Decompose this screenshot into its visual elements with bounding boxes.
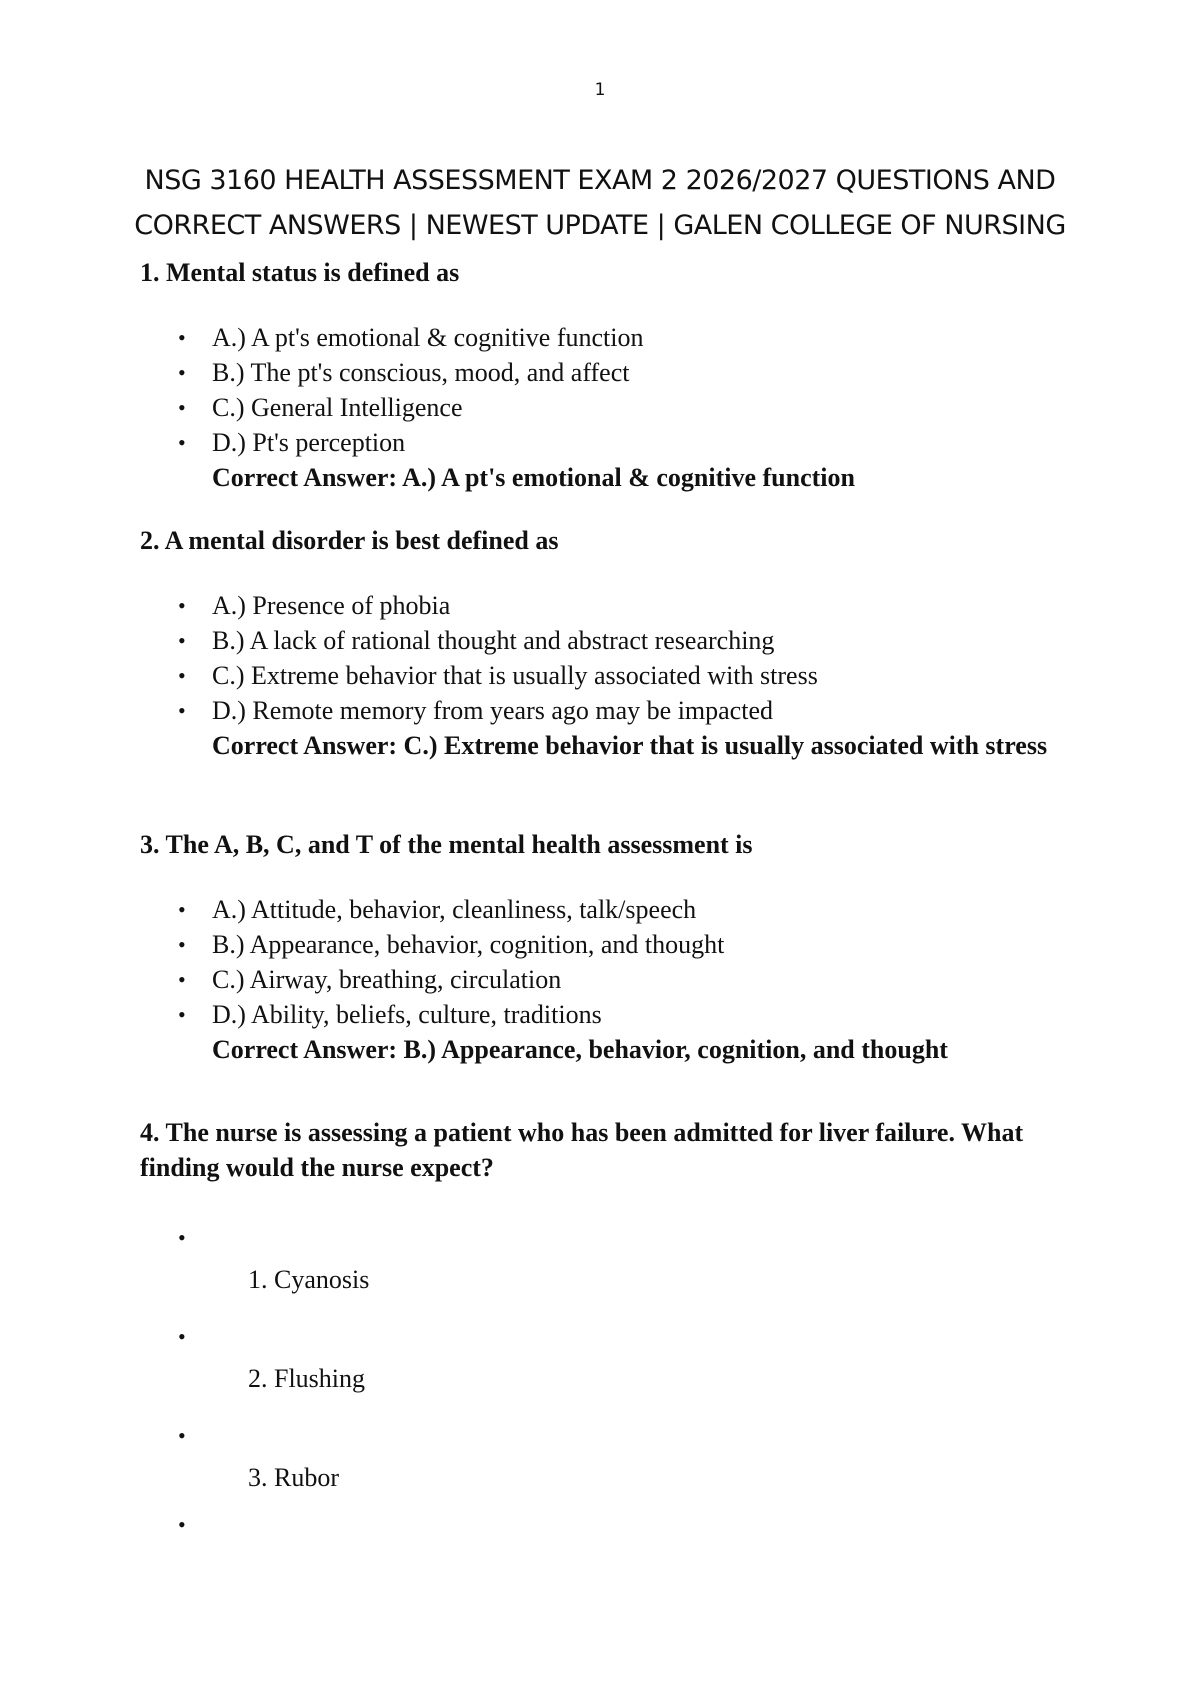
correct-answer: Correct Answer: B.) Appearance, behavior, cognition, and thought <box>212 1035 948 1064</box>
question-block-2 <box>140 523 1060 763</box>
options-list <box>140 588 1060 728</box>
option-text: • 2. Flushing <box>248 1364 366 1393</box>
document-title-line-2: CORRECT ANSWERS | NEWEST UPDATE | GALEN COLLEGE OF NURSING <box>134 210 1066 241</box>
options-list <box>140 892 1060 1032</box>
option-text: • 1. Cyanosis <box>248 1265 370 1294</box>
list-item <box>140 1413 1060 1512</box>
question-text: 2. A mental disorder is best defined as <box>140 526 559 555</box>
option-d: • D.) Pt's perception <box>140 425 1060 460</box>
question-block-3 <box>140 827 1060 1067</box>
list-item <box>140 1215 1060 1314</box>
options-list <box>140 320 1060 460</box>
empty-list-bullet <box>140 1512 1060 1552</box>
document-title-line-1: NSG 3160 HEALTH ASSESSMENT EXAM 2 2026/2027 QUESTIONS AND <box>144 165 1056 196</box>
option-c: • C.) General Intelligence <box>140 390 1060 425</box>
correct-answer: Correct Answer: C.) Extreme behavior that is usually associated with stress <box>212 731 1048 760</box>
option-b: • B.) Appearance, behavior, cognition, and thought <box>140 927 1060 962</box>
option-a: • A.) Attitude, behavior, cleanliness, talk/speech <box>140 892 1060 927</box>
option-a: • A.) Presence of phobia <box>140 588 1060 623</box>
option-c: • C.) Airway, breathing, circulation <box>140 962 1060 997</box>
option-d: • D.) Ability, beliefs, culture, traditions <box>140 997 1060 1032</box>
list-item <box>140 1314 1060 1413</box>
option-c: • C.) Extreme behavior that is usually associated with stress <box>140 658 1060 693</box>
option-d: • D.) Remote memory from years ago may be impacted <box>140 693 1060 728</box>
option-b: • B.) The pt's conscious, mood, and affect <box>140 355 1060 390</box>
option-a: • A.) A pt's emotional & cognitive function <box>140 320 1060 355</box>
question-text: 3. The A, B, C, and T of the mental health assessment is <box>140 830 753 859</box>
question-text: 1. Mental status is defined as <box>140 258 460 287</box>
question-block-1 <box>140 255 1060 495</box>
correct-answer: Correct Answer: A.) A pt's emotional & cognitive function <box>212 463 855 492</box>
numbered-options-list <box>140 1215 1060 1552</box>
question-block-4 <box>140 1115 1060 1552</box>
page-number: 1 <box>594 80 606 100</box>
document-title <box>120 158 1080 248</box>
option-b: • B.) A lack of rational thought and abstract researching <box>140 623 1060 658</box>
question-text: 4. The nurse is assessing a patient who has been admitted for liver failure. What finding would the nurse expect? <box>140 1118 1024 1182</box>
option-text: • 3. Rubor <box>248 1463 339 1492</box>
